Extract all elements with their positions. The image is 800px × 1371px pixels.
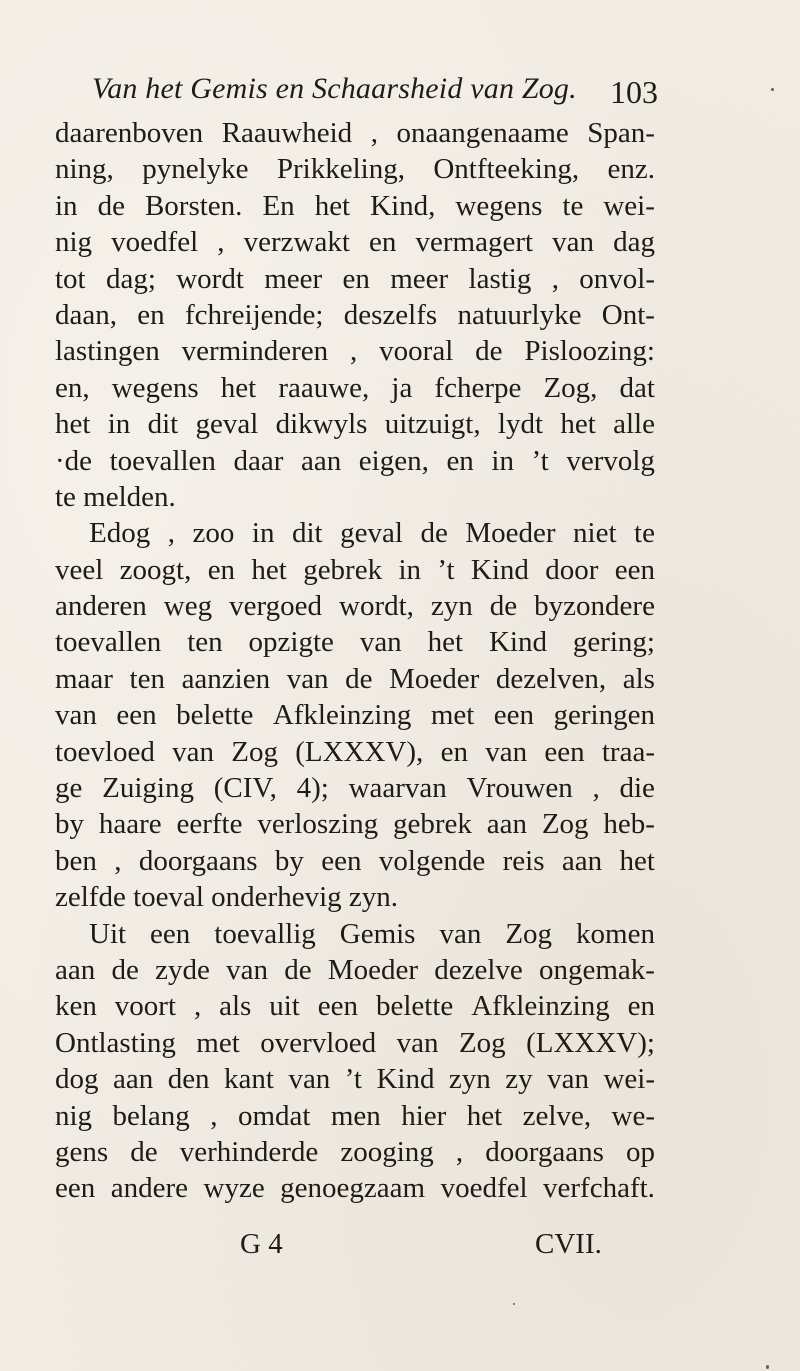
- text-line: lastingen verminderen , vooral de Pisloozing:: [55, 335, 655, 368]
- text-line: gens de verhinderde zooging , doorgaans op: [55, 1135, 655, 1168]
- text-line: veel zoogt, en het gebrek in ’t Kind door een: [55, 553, 655, 586]
- text-line: daarenboven Raauwheid , onaangenaame Span-: [55, 117, 655, 149]
- text-line: tot dag; wordt meer en meer lastig , onvol-: [55, 262, 655, 295]
- page-footer: [0, 1228, 800, 1268]
- page-header: [92, 68, 658, 112]
- paper-speck: [771, 88, 774, 91]
- text-line: het in dit geval dikwyls uitzuigt, lydt het alle: [55, 408, 655, 441]
- text-line: nig belang , omdat men hier het zelve, we-: [55, 1099, 655, 1132]
- text-line: ge Zuiging (CIV, 4); waarvan Vrouwen , die: [55, 772, 655, 805]
- body-text: [55, 115, 655, 1207]
- text-line: toevloed van Zog (LXXXV), en van een traa-: [55, 735, 655, 768]
- catchword: CVII.: [535, 1228, 602, 1260]
- text-line: ·de toevallen daar aan eigen, en in ’t vervolg: [55, 444, 655, 477]
- text-line: aan de zyde van de Moeder dezelve ongemak-: [55, 953, 655, 986]
- paper-speck: [513, 1303, 515, 1305]
- text-line: dog aan den kant van ’t Kind zyn zy van wei-: [55, 1063, 655, 1096]
- text-line: ben , doorgaans by een volgende reis aan het: [55, 844, 655, 877]
- text-line: te melden.: [55, 480, 176, 513]
- text-line: in de Borsten. En het Kind, wegens te wei-: [55, 189, 655, 222]
- text-line: Uit een toevallig Gemis van Zog komen: [89, 917, 655, 950]
- text-line: toevallen ten opzigte van het Kind gering;: [55, 626, 655, 659]
- text-line: een andere wyze genoegzaam voedfel verfchaft.: [55, 1172, 655, 1205]
- text-line: ning, pynelyke Prikkeling, Ontfteeking, enz.: [55, 153, 655, 186]
- text-line: anderen weg vergoed wordt, zyn de byzondere: [55, 590, 655, 623]
- text-line: zelfde toeval onderhevig zyn.: [55, 881, 399, 914]
- running-title: Van het Gemis en Schaarsheid van Zog.: [92, 72, 577, 105]
- signature-mark: G 4: [240, 1228, 283, 1260]
- text-line: nig voedfel , verzwakt en vermagert van dag: [55, 226, 655, 259]
- text-line: en, wegens het raauwe, ja fcherpe Zog, dat: [55, 371, 655, 404]
- text-line: maar ten aanzien van de Moeder dezelven, als: [55, 662, 655, 695]
- text-line: by haare eerfte verloszing gebrek aan Zog heb-: [55, 808, 655, 841]
- text-line: daan, en fchreijende; deszelfs natuurlyke Ont-: [55, 298, 655, 331]
- paper-speck: [766, 1365, 769, 1369]
- text-line: Edog , zoo in dit geval de Moeder niet te: [89, 517, 655, 550]
- text-line: ken voort , als uit een belette Afkleinzing en: [55, 990, 655, 1023]
- page-number: 103: [610, 74, 658, 110]
- text-line: Ontlasting met overvloed van Zog (LXXXV);: [55, 1026, 655, 1059]
- text-line: van een belette Afkleinzing met een geringen: [55, 699, 655, 732]
